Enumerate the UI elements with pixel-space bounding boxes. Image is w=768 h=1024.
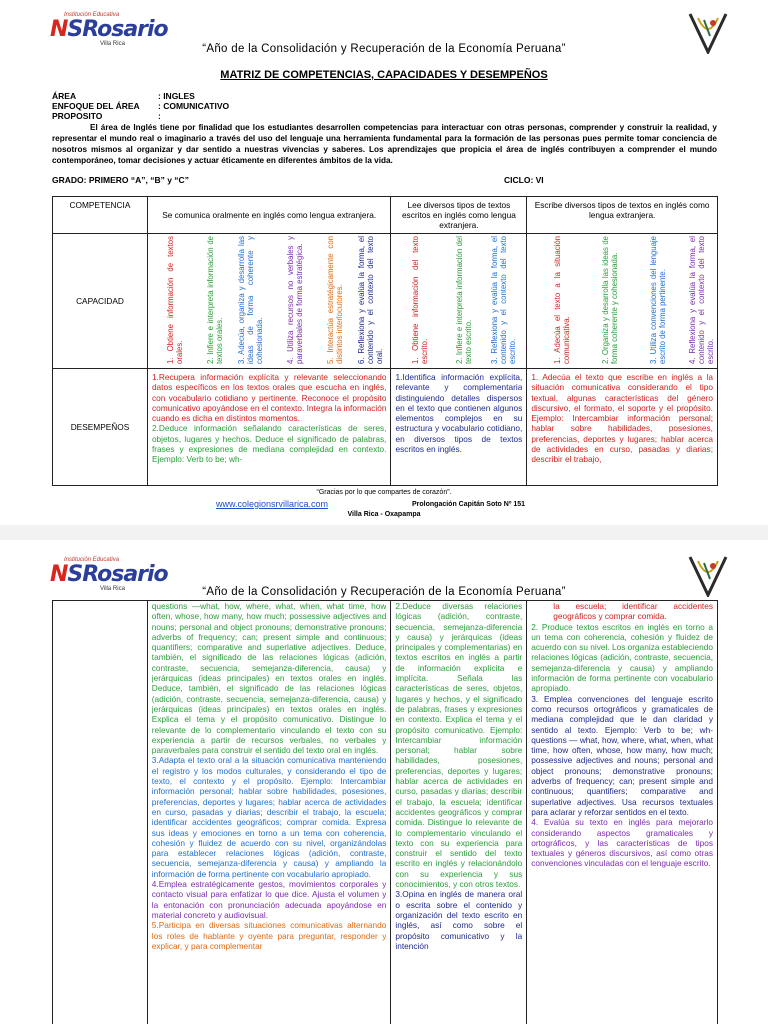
performances-reading: [395, 372, 522, 454]
performances-reading-continued: [395, 601, 522, 951]
competency-oral: Se comunica oralmente en inglés como lengua extranjera.: [147, 197, 391, 234]
footer-address: Prolongación Capitán Soto Nº 151: [412, 501, 526, 508]
logo-subtitle: Villa Rica: [100, 41, 125, 47]
performances-oral-continued: [152, 601, 387, 951]
website-link[interactable]: www.colegionsrvillarica.com: [216, 499, 329, 509]
logo-initial: N: [50, 562, 68, 587]
year-motto: “Año de la Consolidación y Recuperación de la Economía Peruana”: [202, 586, 566, 598]
capacity-item: 6. Reflexiona y evalúa la forma, el contenido y el contexto del texto oral.: [356, 236, 384, 364]
page-title: MATRIZ DE COMPETENCIAS, CAPACIDADES Y DESEMPEÑOS: [220, 69, 548, 81]
competencia-label: COMPETENCIA: [53, 197, 148, 234]
capacity-item: 3. Utiliza convenciones del lenguaje escrito de forma pertinente.: [649, 236, 668, 364]
footer-thanks: “Gracias por lo que compartes de corazón”.: [316, 489, 452, 496]
capacities-reading: [391, 234, 526, 368]
capacity-item: 1. Obtiene información del texto escrito.: [411, 236, 430, 364]
capacity-item: 5. Interactúa estratégicamente con distintos interlocutores.: [325, 236, 344, 364]
table-row: [53, 234, 718, 369]
ciclo-label: CICLO: VI: [504, 175, 544, 185]
capacity-item: 4. Utiliza recursos no verbales y paraverbales de forma estratégica.: [285, 236, 304, 364]
logo-subtitle: Villa Rica: [100, 586, 125, 592]
year-motto: “Año de la Consolidación y Recuperación de la Economía Peruana”: [202, 43, 566, 55]
logo-name: SRosario: [67, 562, 168, 587]
capacity-item: 2. Organiza y desarrolla las ideas de forma coherente y cohesionada.: [601, 236, 620, 364]
desempenos-label: DESEMPEÑOS: [53, 369, 148, 486]
competency-matrix-continued: [52, 600, 718, 1024]
competency-writing: Escribe diversos tipos de textos en inglés como lengua extranjera.: [527, 197, 718, 234]
list-item: la escuela; identificar accidentes geográficos y comprar comida.: [553, 601, 713, 622]
logo-initial: N: [50, 17, 68, 42]
area-row: ÁREA : INGLES: [52, 91, 195, 101]
grado-label: GRADO: PRIMERO “A”, “B” y “C”: [52, 175, 189, 185]
list-item: 3.Adapta el texto oral a la situación comunicativa manteniendo el registro y los modos culturales, y considerando el tipo de texto, el contexto y el propósito. Ejemplo: Intercambiar información personal; hablar sobre habilidades, posesiones, preferencias, deportes y lugares; hablar acerca de actividades en curso, pasadas y diarias; describir el trabajo, la escuela; identificar accidentes geográficos; comprar comida. Expresa sus ideas y emociones en torno a un tema con coherencia, cohesión y fluidez de acuerdo con su nivel, organizándolas para establecer relaciones lógicas (adición, contraste, secuencia, semejanza-diferencia y causa) y ampliando la información de forma pertinente con vocabulario apropiado.: [151, 755, 387, 879]
capacity-item: 2. Infiere e interpreta información del texto escrito.: [455, 236, 474, 364]
list-item: 1.Identifica información explícita, relevante y complementaria distinguiendo detalles dispersos en el texto que contienen algunos elementos complejos en su estructura y vocabulario cotidiano, en diversos tipos de textos escritos en inglés.: [395, 372, 523, 455]
table-row: [53, 369, 718, 486]
performances-writing-continued: [531, 601, 713, 869]
intro-paragraph: El área de Inglés tiene por finalidad que los estudiantes desarrollen competencias para interactuar con otras personas, comprender y construir la realidad, y representar el mundo real o imaginario a través del uso del lenguaje una herramienta fundamental para la formación de las personas pues permite tomar conciencia de nosotros mismos al organizar y dar sentido a nuestras vivencias y saberes. Los aprendizajes que propicia el área de inglés contribuyen a comprender el mundo contemporáneo, tomar decisiones y actuar éticamente en diferentes ámbitos de la vida.: [52, 123, 717, 165]
enfoque-row: ENFOQUE DEL ÁREA : COMUNICATIVO: [52, 101, 230, 111]
footer-city: Villa Rica - Oxapampa: [347, 511, 421, 518]
list-item: 1.Recupera información explícita y relevante seleccionando datos específicos en los textos orales que escucha en inglés, con vocabulario cotidiano y pertinente. Reconoce el propósito comunicativo apoyándose en el contexto. Integra la información cuando es dicha en distintos momentos.: [151, 372, 387, 424]
logo-name: SRosario: [67, 17, 168, 42]
competency-matrix: [52, 196, 718, 486]
capacity-item: 3. Adecúa, organiza y desarrolla las ideas de forma coherente y cohesionada.: [236, 236, 264, 364]
logo-caption: Institución Educativa: [64, 12, 120, 18]
capacity-item: 1. Adecúa el texto a la situación comunicativa.: [553, 236, 572, 364]
table-row: [53, 601, 718, 1024]
capacity-item: 1. Obtiene información de textos orales.: [165, 236, 184, 364]
capacity-item: 3. Reflexiona y evalúa la forma, el contenido y el contexto del texto escrito.: [490, 236, 518, 364]
performances-oral: [152, 372, 387, 465]
list-item: 3.Opina en inglés de manera oral o escrita sobre el contenido y organización del texto escrito en inglés, así como sobre el propósito comunicativo y la intención: [395, 889, 523, 951]
list-item: 3. Emplea convenciones del lenguaje escrito como recursos ortográficos y gramaticales de mediana complejidad que le dan claridad y sentido al texto. Ejemplo: Verb to be; wh-questions — what, how, where, what, when, what time, how often, whose, how many, how much; possessive adjectives and nouns; personal and object pronouns; demonstrative pronouns; adverbs of frequency; can; present simple and continuous; quantifiers; comparative and superlative adjectives. Usa recursos textuales para aclarar y reforzar sentidos en el texto.: [531, 693, 713, 817]
capacity-item: 4. Reflexiona y evalúa la forma, el contenido y el contexto del texto escrito.: [688, 236, 716, 364]
performances-writing: [531, 372, 713, 465]
capacidad-label: CAPACIDAD: [53, 234, 148, 369]
capacity-item: 2. Infiere e interpreta información de textos orales.: [205, 236, 224, 364]
list-item: 1. Adecúa el texto que escribe en inglés a la situación comunicativa considerando el tipo textual, algunas características del género discursivo, el formato, el soporte y el propósito. Ejemplo: Intercambiar información personal; hablar sobre habilidades, posesiones, preferencias, deportes y lugares; hablar acerca de actividades en curso, pasadas y diarias; describir el trabajo,: [531, 372, 713, 465]
competency-reading: Lee diversos tipos de textos escritos en inglés como lengua extranjera.: [391, 197, 527, 234]
capacities-oral: [148, 234, 391, 368]
list-item: 4. Evalúa su texto en inglés para mejorarlo considerando aspectos gramaticales y ortográficos, y las características de tipos textuales y géneros discursivos, así como otras convenciones vinculadas con el lenguaje escrito.: [531, 817, 713, 869]
list-item: 5.Participa en diversas situaciones comunicativas alternando los roles de hablante y oyente para preguntar, responder y explicar, y para complementar: [151, 920, 387, 951]
list-item: 2.Deduce diversas relaciones lógicas (adición, contraste, secuencia, semejanza-diferencia y causa) y jerárquicas (ideas principales y complementarias) en textos escritos en inglés a partir de información explícita e implícita. Señala las características de seres, objetos, lugares y hechos, y el significado de palabras, frases y expresiones en contexto. Explica el tema y el propósito comunicativo. Ejemplo: Intercambiar información personal; hablar sobre habilidades, posesiones, preferencias, deportes y lugares; hablar acerca de actividades en curso, pasadas y diarias; describir el trabajo, la escuela; identificar accidentes geográficos y comprar comida. Distingue lo relevante de lo complementario vinculando el texto con su experiencia para construir el sentido del texto escrito en inglés y relacionándolo con su experiencia y sus conocimientos, y con otros textos.: [395, 601, 523, 890]
proposito-row: PROPOSITO :: [52, 111, 161, 121]
list-item: 2. Produce textos escritos en inglés en torno a un tema con coherencia, cohesión y fluidez de acuerdo con su nivel. Los organiza estableciendo relaciones lógicas (adición, contraste, secuencia, semejanza-diferencia y causa) y ampliando información de forma pertinente con vocabulario apropiado.: [531, 621, 713, 694]
list-item: questions —what, how, where, what, when, what time, how often, whose, how many, how much; possessive adjectives and nouns; personal and object pronouns; demonstrative pronouns; adverbs of frequency; can; present simple and continuous; quantifiers; comparative and superlative adjectives. Deduce, también, el significado de las relaciones lógicas (adición, contraste, secuencia, semejanza-diferencia, causa) y jerárquicas (ideas principales) en textos orales en inglés. Deduce, también, el significado de las relaciones lógicas (adición, contraste, secuencia, semejanza-diferencia, causa) y jerárquicas (ideas principales) en textos orales en inglés. Explica el tema y el propósito comunicativo. Distingue lo relevante de lo complementario vinculando el texto con su experiencia a partir de recursos verbales, no verbales y paraverbales para construir el sentido del texto oral en inglés.: [151, 601, 387, 756]
document-page-2: [0, 540, 768, 1024]
list-item: 4.Emplea estratégicamente gestos, movimientos corporales y contacto visual para enfatizar lo que dice. Ajusta el volumen y la entonación con pronunciación adecuada apoyándose en material concreto y audiovisual.: [151, 879, 387, 920]
logo-caption: Institución Educativa: [64, 557, 120, 563]
list-item: 2.Deduce información señalando características de seres, objetos, lugares y hechos. Deduce el significado de palabras, frases y expresiones de mediana complejidad en contexto. Ejemplo: Verb to be; wh-: [151, 423, 387, 465]
table-row: [53, 197, 718, 234]
capacities-writing: [527, 234, 717, 368]
